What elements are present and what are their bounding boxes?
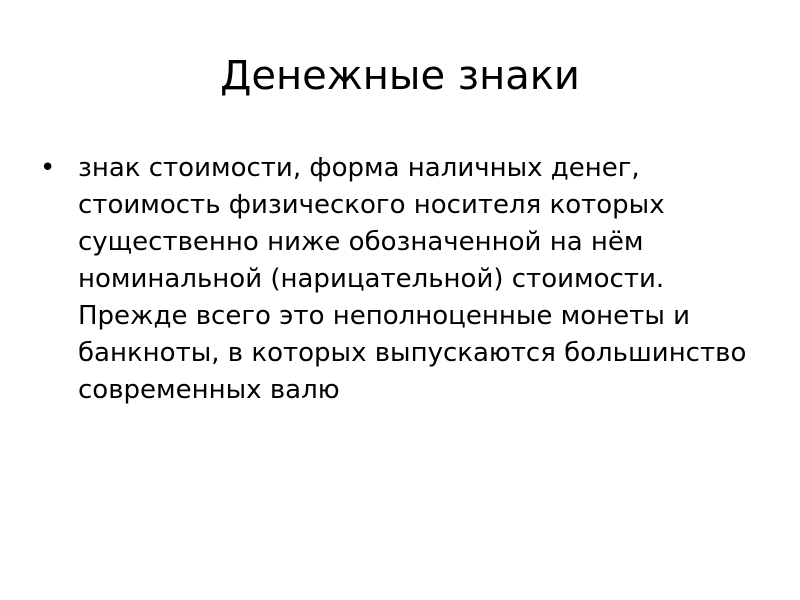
slide-content <box>40 150 760 409</box>
slide-title: Денежные знаки <box>220 53 580 99</box>
bullet-item <box>40 150 760 409</box>
bullet-list <box>40 150 760 409</box>
bullet-text: знак стоимости, форма наличных денег, стоимость физического носителя которых существенно ниже обозначенной на нём номинальной (нарицательной) стоимости. Прежде всего это неполноценные монеты и банкноты, в которых выпускаются большинство современных валю <box>78 153 747 405</box>
bullet-icon: • <box>40 153 56 183</box>
